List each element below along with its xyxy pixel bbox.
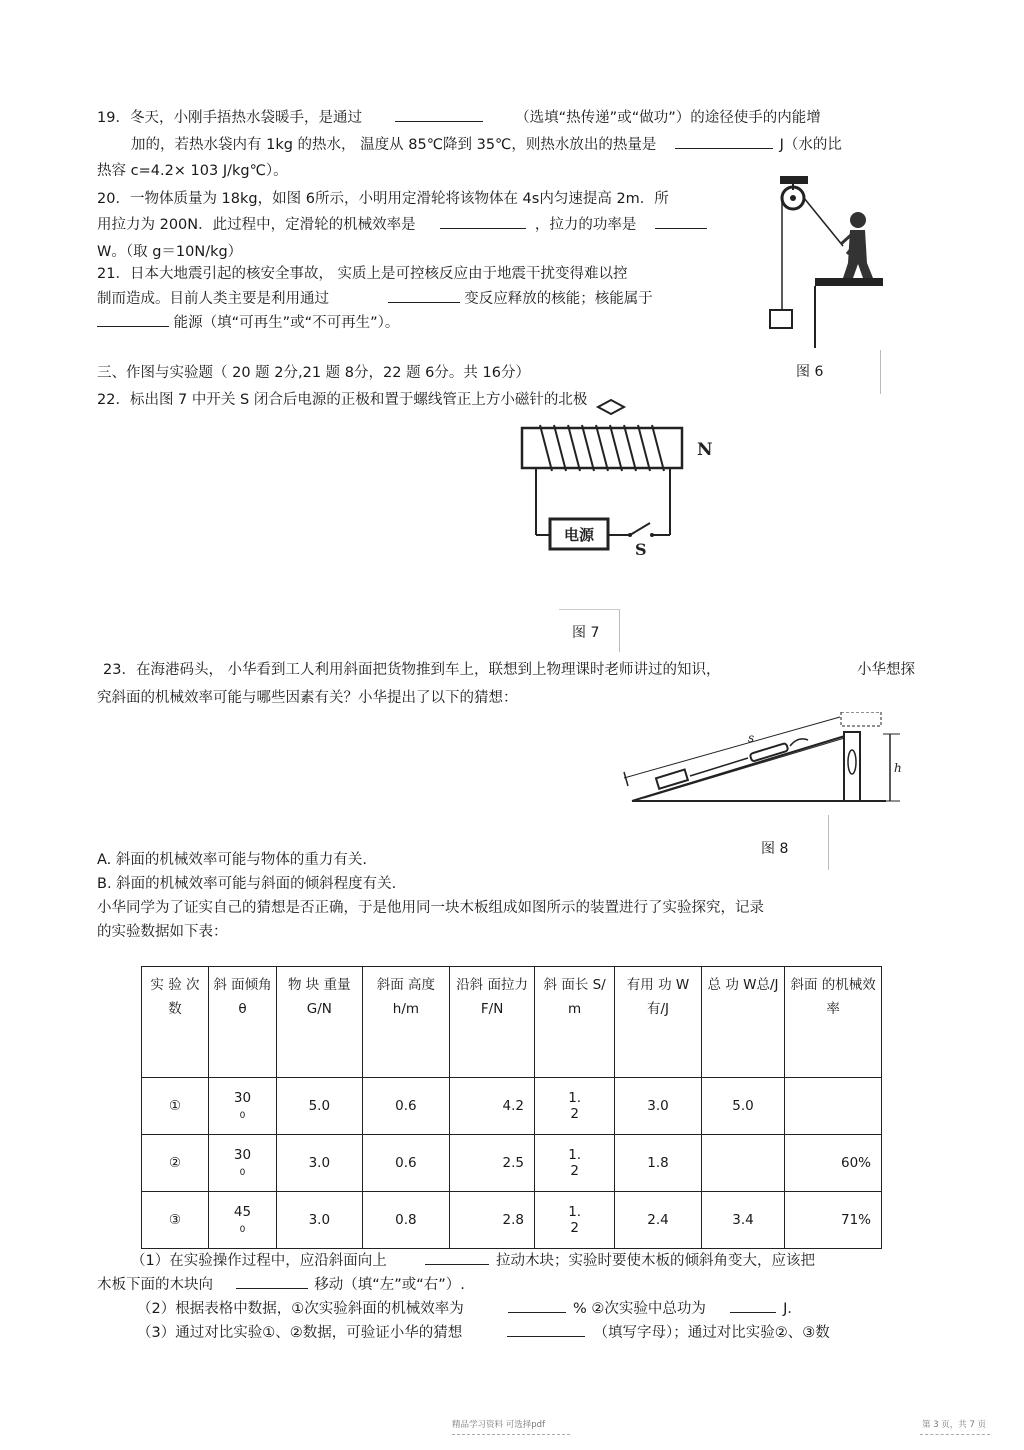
cell-trial: ② bbox=[142, 1135, 209, 1192]
cell-trial: ③ bbox=[142, 1192, 209, 1249]
q19-line3: 热容 c=4.2× 103 J/kg℃）。 bbox=[97, 163, 288, 179]
q19-blank-2[interactable] bbox=[675, 134, 773, 149]
footer-left-divider bbox=[452, 1434, 570, 1435]
cell-angle bbox=[208, 1192, 276, 1249]
figure-7-circuit bbox=[510, 395, 740, 565]
q21-text-c: 能源（填“可再生”或“不可再生”）。 bbox=[173, 315, 400, 331]
header-useful-work: 有用 功 W有/J bbox=[615, 967, 701, 1078]
sub1-blank-1[interactable] bbox=[425, 1250, 489, 1265]
length-part-2: 2 bbox=[570, 1220, 579, 1236]
length-part-2: 2 bbox=[570, 1163, 579, 1179]
sub3-text-b: （填写字母）；通过对比实验②、③数 bbox=[593, 1325, 830, 1341]
q23-line2: 究斜面的机械效率可能与哪些因素有关？小华提出了以下的猜想： bbox=[97, 690, 518, 706]
sub1-text-a: （1）在实验操作过程中，应沿斜面向上 bbox=[131, 1253, 387, 1269]
experiment-table bbox=[141, 966, 882, 1249]
cell-height: 0.8 bbox=[362, 1192, 450, 1249]
header-length: 斜 面长 S/ m bbox=[534, 967, 614, 1078]
cell-height: 0.6 bbox=[362, 1135, 450, 1192]
cell-length bbox=[534, 1192, 614, 1249]
sub1-text-b: 拉动木块；实验时要使木板的倾斜角变大，应该把 bbox=[495, 1253, 815, 1269]
q20-line2 bbox=[97, 214, 707, 235]
sub2-text-a: （2）根据表格中数据，①次实验斜面的机械效率为 bbox=[137, 1301, 464, 1317]
cell-length bbox=[534, 1135, 614, 1192]
figure-8-incline bbox=[618, 712, 908, 812]
header-total-work: 总 功 W总/J bbox=[701, 967, 785, 1078]
figure-8-frame bbox=[828, 815, 829, 870]
q21-line3 bbox=[97, 312, 399, 333]
cell-efficiency: 60% bbox=[785, 1135, 882, 1192]
header-height: 斜面 高度 h/m bbox=[362, 967, 450, 1078]
sub1-text-c: 木板下面的木块向 bbox=[97, 1277, 213, 1293]
figure-7-label-power: 电源 bbox=[563, 526, 595, 544]
intro-line2: 的实验数据如下表： bbox=[97, 924, 228, 940]
q22-text: 22．标出图 7 中开关 S 闭合后电源的正极和置于螺线管正上方小磁针的北极 bbox=[97, 392, 588, 408]
figure-6-frame bbox=[880, 350, 881, 394]
q19-line2 bbox=[131, 134, 842, 155]
cell-pull-force: 4.2 bbox=[450, 1078, 535, 1135]
sub3-blank-1[interactable] bbox=[507, 1322, 585, 1337]
section-3-title: 三、作图与实验题（ 20 题 2分,21 题 8分，22 题 6分。共 16分） bbox=[97, 365, 530, 381]
header-angle: 斜 面倾角 θ bbox=[208, 967, 276, 1078]
figure-6-pulley bbox=[755, 168, 885, 358]
cell-pull-force: 2.5 bbox=[450, 1135, 535, 1192]
sub1-line1 bbox=[131, 1250, 815, 1271]
length-part-1: 1. bbox=[568, 1204, 582, 1220]
sub1-text-d: 移动（填“左”或“右”）. bbox=[314, 1277, 465, 1293]
q21-line2 bbox=[97, 288, 653, 309]
cell-efficiency: 71% bbox=[785, 1192, 882, 1249]
angle-value: 30 bbox=[233, 1090, 252, 1106]
q20-line3: W。（取 g＝10N/kg） bbox=[97, 244, 243, 260]
angle-value: 45 bbox=[233, 1204, 252, 1220]
figure-8-label-s: s bbox=[748, 731, 755, 745]
q21-blank-1[interactable] bbox=[388, 288, 460, 303]
sub2-text-c: J． bbox=[783, 1301, 802, 1317]
intro-line1: 小华同学为了证实自己的猜想是否正确，于是他用同一块木板组成如图所示的装置进行了实验探究，记录 bbox=[97, 900, 764, 916]
sub1-blank-2[interactable] bbox=[236, 1274, 308, 1289]
table-row bbox=[142, 1135, 882, 1192]
cell-length bbox=[534, 1078, 614, 1135]
q20-blank-1[interactable] bbox=[440, 214, 526, 229]
cell-useful-work: 1.8 bbox=[615, 1135, 701, 1192]
sub2-blank-1[interactable] bbox=[508, 1298, 566, 1313]
footer-right-divider bbox=[920, 1434, 990, 1435]
q19-line1 bbox=[97, 107, 821, 128]
footer-left: 精品学习资料 可选择pdf bbox=[452, 1420, 545, 1430]
q19-text-b: （选填“热传递”或“做功”）的途径使手的内能增 bbox=[515, 110, 821, 126]
sub3-line bbox=[137, 1322, 830, 1343]
figure-8-label-h: h bbox=[894, 761, 902, 775]
sub3-text-a: （3）通过对比实验①、②数据，可验证小华的猜想 bbox=[137, 1325, 463, 1341]
cell-angle bbox=[208, 1135, 276, 1192]
cell-weight: 3.0 bbox=[277, 1135, 363, 1192]
angle-value: 30 bbox=[233, 1147, 252, 1163]
length-part-1: 1. bbox=[568, 1147, 582, 1163]
sub2-line bbox=[137, 1298, 802, 1319]
q20-blank-2[interactable] bbox=[655, 214, 707, 229]
cell-height: 0.6 bbox=[362, 1078, 450, 1135]
figure-8-caption: 图 8 bbox=[761, 841, 789, 857]
q20-line1: 20．一物体质量为 18kg，如图 6所示，小明用定滑轮将该物体在 4s内匀速提高 2m．所 bbox=[97, 191, 669, 207]
guess-b: B. 斜面的机械效率可能与斜面的倾斜程度有关. bbox=[97, 876, 397, 892]
cell-total-work: 3.4 bbox=[701, 1192, 785, 1249]
figure-6-caption: 图 6 bbox=[796, 364, 824, 380]
table-row bbox=[142, 1192, 882, 1249]
degree-mark: 0 bbox=[239, 1111, 246, 1121]
q23-line1-a: 23．在海港码头， 小华看到工人利用斜面把货物推到车上，联想到上物理课时老师讲过的知识， bbox=[103, 662, 721, 678]
cell-trial: ① bbox=[142, 1078, 209, 1135]
q23-line1-b: 小华想探 bbox=[857, 662, 915, 678]
header-efficiency: 斜面 的机械效 率 bbox=[785, 967, 882, 1078]
cell-total-work bbox=[701, 1135, 785, 1192]
cell-efficiency bbox=[785, 1078, 882, 1135]
q20-text-a: 用拉力为 200N．此过程中，定滑轮的机械效率是 bbox=[97, 217, 416, 233]
header-pull-force: 沿斜 面拉力 F/N bbox=[450, 967, 535, 1078]
guess-a: A. 斜面的机械效率可能与物体的重力有关. bbox=[97, 852, 367, 868]
q19-blank-1[interactable] bbox=[395, 107, 483, 122]
cell-weight: 5.0 bbox=[277, 1078, 363, 1135]
q21-text-a: 制而造成。目前人类主要是利用通过 bbox=[97, 291, 329, 307]
figure-7-caption: 图 7 bbox=[572, 625, 600, 641]
sub2-text-b: % ②次实验中总功为 bbox=[572, 1301, 706, 1317]
cell-pull-force: 2.8 bbox=[450, 1192, 535, 1249]
q21-blank-2[interactable] bbox=[97, 312, 169, 327]
figure-7-label-n: N bbox=[697, 440, 713, 460]
figure-7-label-s: S bbox=[635, 540, 647, 559]
q20-text-b: ，拉力的功率是 bbox=[534, 217, 637, 233]
cell-useful-work: 3.0 bbox=[615, 1078, 701, 1135]
footer-page-number: 第 3 页，共 7 页 bbox=[922, 1420, 987, 1430]
table-row bbox=[142, 1078, 882, 1135]
sub2-blank-2[interactable] bbox=[730, 1298, 776, 1313]
cell-angle bbox=[208, 1078, 276, 1135]
cell-useful-work: 2.4 bbox=[615, 1192, 701, 1249]
q19-text-d: J（水的比 bbox=[779, 137, 842, 153]
length-part-1: 1. bbox=[568, 1090, 582, 1106]
q19-text-c: 加的，若热水袋内有 1kg 的热水， 温度从 85℃降到 35℃，则热水放出的热量是 bbox=[131, 137, 657, 153]
header-weight: 物 块 重量 G/N bbox=[277, 967, 363, 1078]
sub1-line2 bbox=[97, 1274, 465, 1295]
degree-mark: 0 bbox=[239, 1168, 246, 1178]
table-header-row bbox=[142, 967, 882, 1078]
q21-line1: 21．日本大地震引起的核安全事故， 实质上是可控核反应由于地震干扰变得难以控 bbox=[97, 266, 628, 282]
cell-weight: 3.0 bbox=[277, 1192, 363, 1249]
degree-mark: 0 bbox=[239, 1225, 246, 1235]
q19-text-a: 19．冬天，小刚手捂热水袋暖手，是通过 bbox=[97, 110, 362, 126]
length-part-2: 2 bbox=[570, 1106, 579, 1122]
cell-total-work: 5.0 bbox=[701, 1078, 785, 1135]
header-trial: 实 验 次 数 bbox=[142, 967, 209, 1078]
q21-text-b: 变反应释放的核能；核能属于 bbox=[464, 291, 653, 307]
